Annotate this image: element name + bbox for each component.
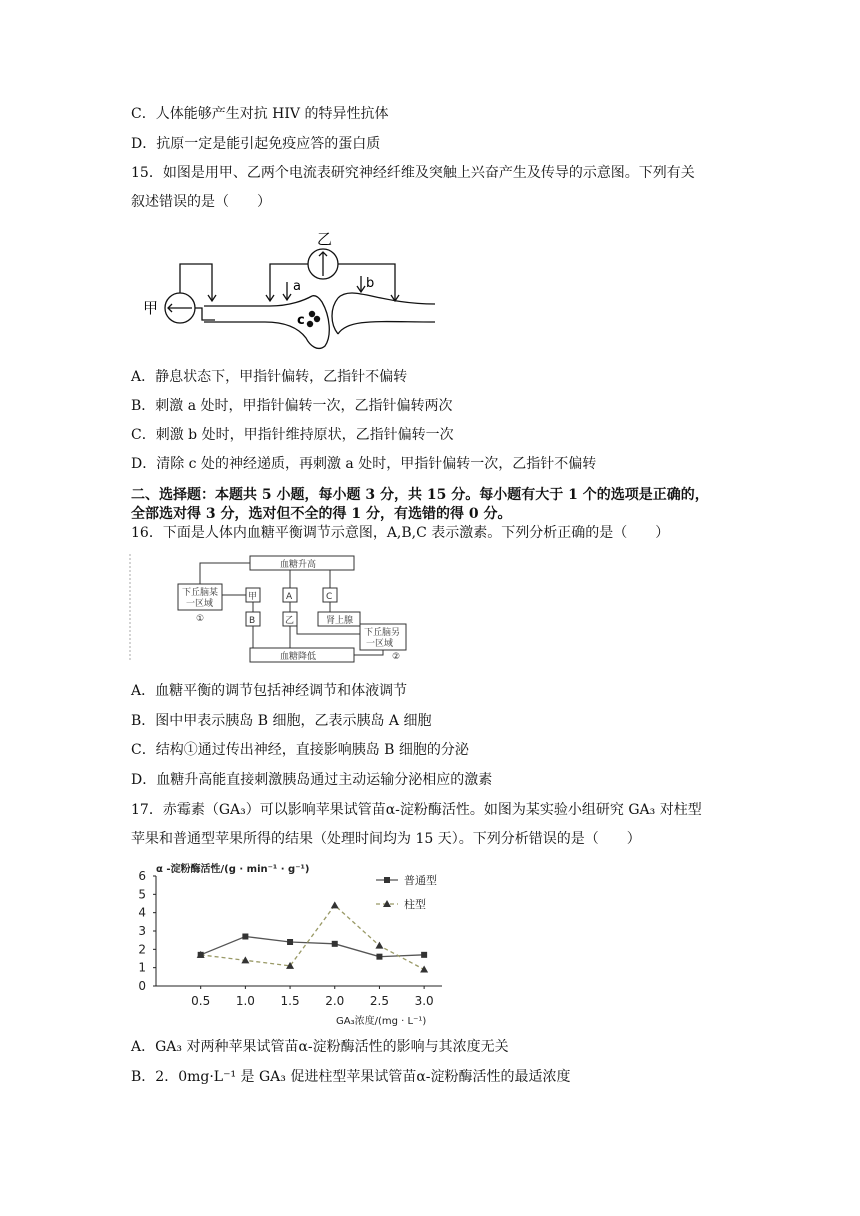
data-point bbox=[242, 934, 248, 940]
q16-glucose-diagram bbox=[128, 550, 418, 664]
series-line-1 bbox=[201, 905, 424, 969]
label-n2: ② bbox=[392, 652, 401, 662]
q17-option-b: B．2．0mg·L⁻¹ 是 GA₃ 促进柱型苹果试管苗α-淀粉酶活性的最适浓度 bbox=[131, 1069, 571, 1085]
x-tick-label: 3.0 bbox=[414, 994, 434, 1008]
label-b: b bbox=[366, 276, 375, 291]
series-line-0 bbox=[201, 937, 424, 957]
q15-option-d: D．清除 c 处的神经递质，再刺激 a 处时，甲指针偏转一次，乙指针不偏转 bbox=[131, 456, 597, 472]
label-hyp1b: 一区域 bbox=[186, 599, 214, 609]
data-point bbox=[376, 954, 382, 960]
q14-option-c: C．人体能够产生对抗 HIV 的特异性抗体 bbox=[131, 106, 389, 122]
label-n1: ① bbox=[196, 614, 205, 624]
x-tick-label: 1.0 bbox=[235, 994, 255, 1008]
label-hyp1a: 下丘脑某 bbox=[182, 588, 219, 598]
q15-stem-line1: 15．如图是用甲、乙两个电流表研究神经纤维及突触上兴奋产生及传导的示意图。下列有关 bbox=[131, 165, 695, 181]
q15-nerve-diagram bbox=[140, 226, 440, 356]
y-tick-label: 0 bbox=[138, 979, 146, 993]
label-hyp2a: 下丘脑另 bbox=[364, 628, 401, 638]
q14-option-d: D．抗原一定是能引起免疫应答的蛋白质 bbox=[131, 136, 381, 152]
label-yi: 乙 bbox=[317, 230, 333, 248]
y-tick-label: 6 bbox=[138, 869, 146, 883]
label-c: c bbox=[297, 313, 305, 328]
label-jia: 甲 bbox=[143, 299, 159, 317]
data-point bbox=[332, 941, 338, 947]
data-point bbox=[287, 939, 293, 945]
q16-option-c: C．结构①通过传出神经，直接影响胰岛 B 细胞的分泌 bbox=[131, 742, 469, 758]
legend-marker bbox=[384, 877, 390, 883]
label-yi16: 乙 bbox=[285, 616, 295, 626]
y-tick-label: 2 bbox=[138, 942, 146, 957]
chart-ylabel: α -淀粉酶活性/(g · min⁻¹ · g⁻¹) bbox=[156, 864, 310, 875]
q17-option-a: A．GA₃ 对两种苹果试管苗α-淀粉酶活性的影响与其浓度无关 bbox=[131, 1039, 509, 1055]
label-bottom: 血糖降低 bbox=[280, 652, 317, 662]
label-A: A bbox=[286, 592, 293, 602]
section2-heading-line2: 全部选对得 3 分，选对但不全的得 1 分，有选错的得 0 分。 bbox=[131, 506, 512, 522]
q16-stem: 16．下面是人体内血糖平衡调节示意图，A,B,C 表示激素。下列分析正确的是（ ） bbox=[131, 525, 670, 541]
q16-option-b: B．图中甲表示胰岛 B 细胞，乙表示胰岛 A 细胞 bbox=[131, 713, 432, 729]
x-tick-label: 2.0 bbox=[325, 994, 345, 1008]
q16-option-a: A．血糖平衡的调节包括神经调节和体液调节 bbox=[131, 683, 408, 699]
q15-option-a: A．静息状态下，甲指针偏转，乙指针不偏转 bbox=[131, 369, 408, 385]
legend-label: 普通型 bbox=[404, 874, 437, 887]
y-tick-label: 1 bbox=[138, 960, 146, 975]
data-point bbox=[421, 952, 427, 958]
q17-stem-line2: 苹果和普通型苹果所得的结果（处理时间均为 15 天）。下列分析错误的是（ ） bbox=[131, 831, 641, 847]
legend-label: 柱型 bbox=[404, 898, 426, 911]
q15-option-b: B．刺激 a 处时，甲指针偏转一次，乙指针偏转两次 bbox=[131, 398, 453, 414]
label-adrenal: 肾上腺 bbox=[326, 616, 354, 626]
label-B: B bbox=[249, 616, 256, 626]
x-tick-label: 2.5 bbox=[369, 994, 389, 1008]
q15-option-c: C．刺激 b 处时，甲指针维持原状，乙指针偏转一次 bbox=[131, 427, 454, 443]
label-top: 血糖升高 bbox=[280, 560, 317, 570]
data-point bbox=[420, 966, 428, 973]
y-tick-label: 5 bbox=[138, 887, 146, 902]
q17-line-chart bbox=[130, 858, 460, 1028]
data-point bbox=[375, 942, 383, 949]
y-tick-label: 4 bbox=[138, 905, 146, 920]
q17-stem-line1: 17．赤霉素（GA₃）可以影响苹果试管苗α-淀粉酶活性。如图为某实验小组研究 GA₃ 对柱型 bbox=[131, 802, 702, 818]
chart-xlabel: GA₃浓度/(mg · L⁻¹) bbox=[336, 1016, 427, 1027]
label-hyp2b: 一区域 bbox=[366, 639, 394, 649]
x-tick-label: 0.5 bbox=[191, 994, 211, 1008]
data-point bbox=[331, 901, 339, 908]
x-tick-label: 1.5 bbox=[280, 994, 300, 1008]
label-a: a bbox=[293, 279, 301, 294]
y-tick-label: 3 bbox=[138, 924, 146, 938]
label-jia16: 甲 bbox=[248, 592, 258, 602]
q15-stem-line2: 叙述错误的是（ ） bbox=[131, 194, 271, 210]
section2-heading-line1: 二、选择题：本题共 5 小题，每小题 3 分，共 15 分。每小题有大于 1 个的选项是正确的， bbox=[131, 487, 709, 503]
q16-option-d: D．血糖升高能直接刺激胰岛通过主动运输分泌相应的激素 bbox=[131, 772, 493, 788]
label-C: C bbox=[326, 592, 333, 602]
